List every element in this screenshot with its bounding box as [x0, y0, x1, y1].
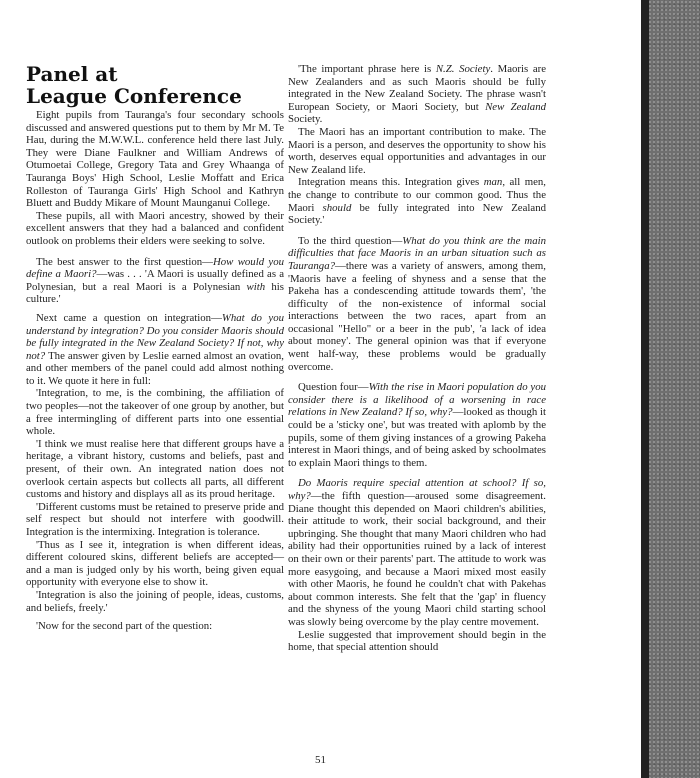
title-line-1: Panel at	[26, 62, 118, 86]
second-part-paragraph: 'Now for the second part of the question:	[36, 620, 213, 633]
leslie-paragraph: Leslie suggested that improvement should begin in the home, that special attention should	[288, 628, 546, 654]
question-four-paragraph	[288, 381, 546, 469]
emphasis-text: with	[246, 280, 266, 293]
intro-paragraph: Eight pupils from Tauranga's four secondary schools discussed and answered questions put to them by Mr M. Te Hau, during the M.W.W.L. conference held there last July. They were Diane Faulkner and William Andrews of Otumoetai College, Gregory Tata and Grey Whaanga of Tauranga Boys' High School, Leslie Moffatt and Erica Rolleston of Tauranga Girls' High School and Kathryn Bluett and Buddy Mikare of Mount Maunganui College.	[26, 109, 284, 210]
question-two-paragraph	[26, 312, 284, 388]
text-run: Integration means this. Integration gives	[298, 176, 484, 189]
ancestry-paragraph: These pupils, all with Maori ancestry, showed by their excellent answers that they had a balanced and confident outlook on problems their elders were seeking to solve.	[26, 209, 284, 247]
text-run: —was . . . 'A Maori is usually defined as a Polynesian, but a real Maori is a Polynesian	[26, 268, 284, 293]
text-run: —there was a variety of answers, among them, 'Maoris have a feeling of shyness and a sense that the Pakeha has a condescending attitude towards them', 'the difficulty of the non-existence of informal social interactions between the two races, apart from an occasional "Hello" or a beer in the pub', 'a lack of idea about money'. The general opinion was that if everyone went half-way, these problems would be gradually overcome.	[288, 259, 546, 373]
integration-means-paragraph	[288, 176, 546, 226]
text-run: his culture.'	[26, 280, 284, 306]
text-run: be fully integrated into New Zealand Society.'	[288, 201, 546, 227]
quote-paragraph: 'Different customs must be retained to preserve pride and self respect but should not interfere with goodwill. Integration is the intermixing. Integration is tolerance.	[26, 500, 284, 538]
right-column	[288, 63, 546, 660]
question-text: How would you define a Maori?	[26, 255, 284, 281]
emphasis-text: man	[483, 176, 503, 189]
quote-paragraph: 'Integration, to me, is the combining, the affiliation of two peoples—not the takeover of one group by another, but a free intermingling of different parts into one essential whole.	[26, 387, 284, 438]
question-text: Do Maoris require special attention at school? If so, why?	[288, 477, 546, 502]
question-text: With the rise in Maori population do you consider there is a likelihood of a worsening in race relations in New Zealand? If so, why?	[288, 381, 546, 419]
text-run: To the third question—	[298, 234, 403, 247]
text-run: —the fifth question—aroused some disagreement. Diane thought this depended on Maori children's abilities, their attitude to work, their social background, and their upbringing. She thought that many Maori children who had ability had their opportunities ruined by a lack of interest on their own or their parents' part. The attitude to work was more easygoing, and because a Maori mixed most easily with other Maoris, he found he couldn't chat with Pakehas about common interests. She felt that the 'gap' in fluency and the shyness of the young Maori child starting school was slowly being overcome by the play centre movement.	[288, 490, 546, 628]
quote-paragraph: 'Integration is also the joining of people, ideas, customs, and beliefs, freely.'	[26, 588, 284, 614]
emphasis-text: N.Z. Society	[435, 63, 491, 75]
text-run: Society.	[288, 113, 323, 126]
emphasis-text: New Zealand	[485, 100, 546, 113]
scan-edge	[641, 0, 649, 778]
article-title	[26, 63, 284, 107]
question-five-paragraph	[288, 477, 546, 628]
title-line-2: League Conference	[26, 84, 242, 108]
page-number: 51	[315, 754, 326, 766]
text-run: Question four—	[298, 381, 369, 394]
emphasis-text: should	[322, 201, 352, 214]
question-text: What do you think are the main difficulties that face Maoris in an urban situation such as Tauranga?	[288, 234, 546, 272]
question-one-paragraph	[26, 256, 284, 306]
nz-society-paragraph	[288, 63, 546, 126]
text-run: The best answer to the first question—	[36, 255, 213, 268]
question-three-paragraph	[288, 235, 546, 374]
contribution-paragraph: The Maori has an important contribution to make. The Maori is a person, and deserves the opportunity to show his worth, deserves equal opportunities and advantages in our New Zealand life.	[288, 125, 546, 176]
quote-paragraph: 'I think we must realise here that different groups have a heritage, a vibrant history, customs and beliefs, past and present, of their own. An integrated nation does not overlook certain aspects but collects all parts, all different customs and history and displays all as its proud heritage.	[26, 437, 284, 501]
left-column	[26, 63, 284, 639]
question-text: What do you understand by integration? Do you consider Maoris should be fully integrated in the New Zealand Society? If not, why not?	[26, 311, 284, 362]
text-run: 'The important phrase here is	[298, 63, 436, 75]
text-run: Next came a question on integration—	[36, 311, 222, 324]
text-run: . Maoris are New Zealanders and as such Maoris should be fully integrated in the New Zealand Society. The phrase wasn't European Society, or Maori Society, but	[288, 63, 546, 113]
text-run: —looked as though it could be a 'sticky one', but was treated with aplomb by the pupils, some of them giving instances of a growing Pakeha interest in Maori things, and of being asked by schoolmates to explain Maori things to them.	[288, 406, 546, 469]
quote-paragraph: 'Thus as I see it, integration is when different ideas, different coloured skins, different beliefs are accepted—and a man is judged only by his worth, being given equal opportunity with everyone else to show it.	[26, 538, 284, 589]
text-run: The answer given by Leslie earned almost an ovation, and other members of the panel could add almost nothing to it. We quote it here in full:	[26, 349, 284, 387]
text-run: , all men, the change to contribute to our common good. Thus the Maori	[288, 176, 547, 214]
